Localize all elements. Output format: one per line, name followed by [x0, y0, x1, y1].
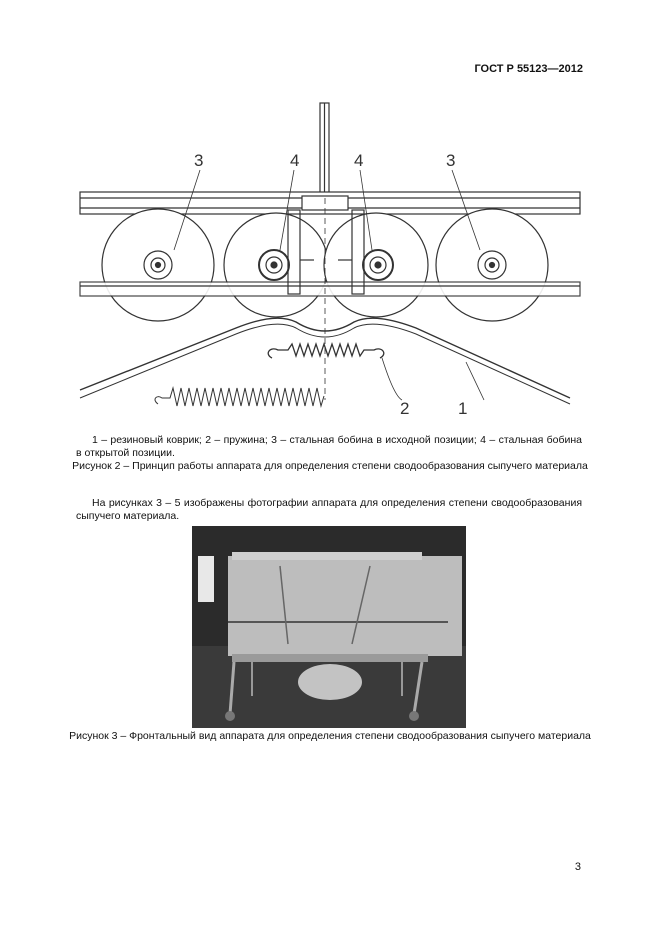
callout-3-left: 3	[194, 151, 204, 170]
figure-3-caption: Рисунок 3 – Фронтальный вид аппарата для определения степени сводообразования сыпучего материала	[69, 730, 591, 742]
callout-4-right: 4	[354, 151, 364, 170]
callout-3-right: 3	[446, 151, 456, 170]
spring-lower	[155, 388, 324, 406]
callout-2: 2	[400, 399, 410, 418]
spring-upper	[268, 344, 384, 358]
callout-4-left: 4	[290, 151, 300, 170]
document-header: ГОСТ Р 55123—2012	[474, 63, 583, 75]
bottom-rail	[80, 282, 580, 296]
body-paragraph: На рисунках 3 – 5 изображены фотографии аппарата для определения степени сводообразования сыпучего материала.	[76, 497, 582, 522]
apparatus-photo-illustration	[192, 526, 466, 728]
figure-3-photo	[192, 526, 466, 728]
figure-2-diagram	[76, 100, 581, 425]
callout-1: 1	[458, 399, 468, 418]
page-number: 3	[574, 861, 581, 873]
figure-2-legend: 1 – резиновый коврик; 2 – пружина; 3 – стальная бобина в исходной позиции; 4 – стальная бобина в открытой позиции.	[76, 434, 582, 459]
figure-2-caption: Рисунок 2 – Принцип работы аппарата для определения степени сводообразования сыпучего материала	[72, 460, 588, 472]
